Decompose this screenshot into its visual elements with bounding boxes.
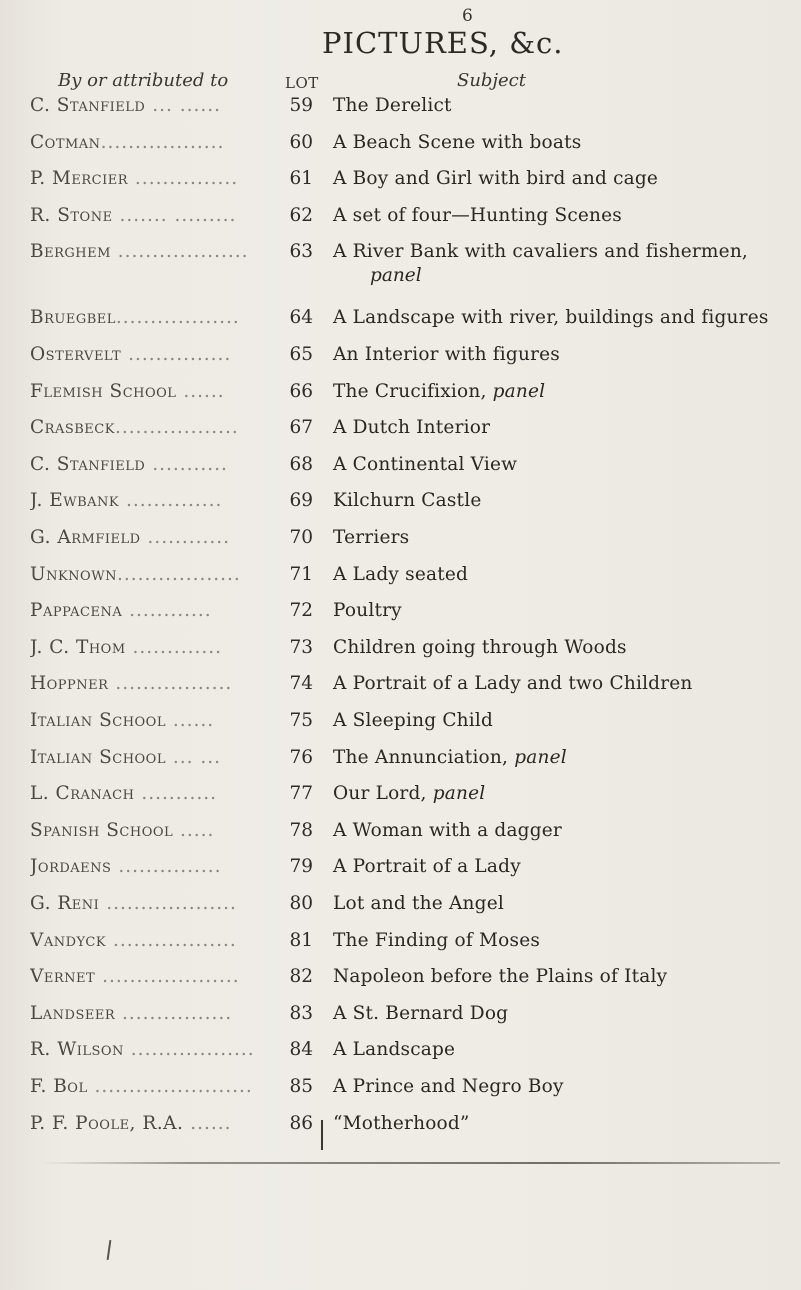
lot-number: 64 [289,307,313,329]
page-number: 6 [462,6,473,26]
subject-text [333,782,485,806]
leader-dots: .................... [95,966,240,988]
artist-label: Berghem [30,241,111,263]
artist-name [30,1038,300,1062]
subject-label: Terriers [333,527,410,548]
lot-number: 82 [289,966,313,988]
leader-dots: ............ [140,527,230,548]
lot-number: 79 [289,856,313,878]
subject-text [333,380,545,404]
subject-text [333,965,667,989]
artist-label: L. Cranach [30,783,135,805]
artist-label: Ostervelt [30,344,122,365]
leader-dots: ....................... [87,1076,253,1097]
artist-name [30,380,300,404]
subject-label: A set of four—Hunting Scenes [333,204,622,226]
artist-name [30,709,300,733]
subject-label: Lot and the Angel [333,893,504,914]
artist-label: Unknown [30,563,117,585]
subject-label: Kilchurn Castle [333,490,482,512]
subject-text [333,526,409,550]
leader-dots: .................. [123,1039,255,1061]
artist-name [30,746,300,770]
lot-number: 85 [289,1076,313,1097]
leader-dots: ............. [125,636,222,658]
artist-name [30,636,300,660]
subject-text [333,204,622,228]
artist-name [30,240,300,264]
artist-name [30,416,300,440]
subject-medium: panel [432,783,486,805]
lot-number: 71 [289,563,313,585]
subject-text [333,306,769,330]
lot-number: 63 [289,241,313,263]
subject-label: An Interior with figures [333,344,560,365]
leader-dots: .................. [106,929,237,951]
artist-label: J. C. Thom [30,636,126,658]
artist-label: R. Stone [30,204,113,226]
artist-name [30,929,300,953]
leader-dots: .................. [100,131,225,153]
artist-label: Pappacena [30,600,123,622]
artist-label: R. Wilson [30,1039,124,1061]
lot-number: 60 [289,131,313,153]
artist-name [30,892,300,916]
column-header-subject: Subject [457,70,526,91]
leader-dots: ................... [99,893,237,914]
lot-number: 75 [289,710,313,731]
artist-label: P. F. Poole, R.A. [30,1112,184,1134]
artist-label: Hoppner [30,673,109,695]
subject-label: A River Bank with cavaliers and fishermen, [333,241,749,263]
subject-continuation: panel [370,265,422,287]
lot-number: 76 [289,746,313,768]
subject-text [333,343,560,367]
lot-number: 84 [289,1039,313,1061]
subject-text [333,416,490,440]
artist-name [30,167,300,191]
artist-label: J. Ewbank [30,490,120,512]
leader-dots: .................. [116,563,241,585]
subject-text [333,1038,455,1062]
subject-text [333,599,402,623]
lot-number: 70 [289,527,313,548]
artist-name [30,1112,300,1136]
subject-label: A Prince and Negro Boy [333,1076,564,1097]
subject-text [333,94,452,118]
subject-text [333,929,540,953]
lot-number: 66 [289,380,313,402]
subject-label: A Portrait of a Lady and two Children [333,673,693,695]
subject-label: A Dutch Interior [333,417,491,439]
subject-label: A Woman with a dagger [333,819,562,841]
subject-medium: panel [514,746,567,768]
subject-text [333,855,521,879]
artist-label: Vandyck [30,929,107,951]
artist-name [30,343,300,367]
leader-dots: .............. [119,490,223,512]
leader-dots: ................ [115,1002,233,1024]
subject-label: A Lady seated [333,563,469,585]
artist-label: Crasbeck [30,417,115,439]
leader-dots: ................... [110,241,249,263]
artist-name [30,306,300,330]
artist-name [30,855,300,879]
column-header-lot: LOT [285,74,319,92]
lot-number: 72 [289,600,313,622]
leader-dots: ... ... [165,746,222,768]
leader-dots: ....... ......... [112,204,237,226]
artist-name [30,599,300,623]
subject-text [333,892,504,916]
subject-text [333,1112,470,1136]
artist-name [30,672,300,696]
leader-dots: ... ...... [145,95,222,116]
artist-label: Bruegbel [30,307,116,329]
leader-dots: ............... [111,856,222,878]
artist-name [30,204,300,228]
subject-text [333,453,517,477]
subject-label: The Derelict [333,95,452,116]
artist-name [30,489,300,513]
artist-name [30,965,300,989]
subject-text [333,131,581,155]
artist-name [30,131,300,155]
subject-label: Children going through Woods [333,636,627,658]
lot-number: 81 [289,929,313,951]
lot-number: 78 [289,819,313,841]
subject-label: The Finding of Moses [333,929,541,951]
page-title: PICTURES, &c. [322,26,564,60]
artist-label: C. Stanfield [30,95,146,116]
lot-number: 68 [289,453,313,475]
artist-name [30,819,300,843]
lot-number: 69 [289,490,313,512]
lot-number: 67 [289,417,313,439]
leader-dots: ............... [121,344,232,365]
subject-label: A Beach Scene with boats [333,131,582,153]
subject-text [333,1075,564,1099]
pencil-mark [107,1240,112,1260]
leader-dots: .................. [115,307,240,329]
subject-medium: panel [492,380,546,402]
artist-name [30,526,300,550]
subject-text [333,636,627,660]
artist-label: Spanish School [30,819,174,841]
bracket-mark [321,1120,323,1150]
subject-label: Napoleon before the Plains of Italy [333,966,668,988]
bottom-rule [40,1162,780,1164]
artist-label: Italian School [30,746,166,768]
leader-dots: ..... [173,819,215,841]
subject-text [333,672,693,696]
artist-label: C. Stanfield [30,453,146,475]
leader-dots: ................. [108,673,233,695]
artist-name [30,94,300,118]
artist-name [30,1075,300,1099]
leader-dots: ...... [183,1112,232,1134]
subject-text [333,240,748,264]
subject-label: A Boy and Girl with bird and cage [333,168,659,190]
artist-label: Vernet [30,966,96,988]
subject-label: The Annunciation, [333,746,515,768]
lot-number: 59 [289,95,313,116]
leader-dots: ...... [165,710,215,731]
lot-number: 83 [289,1002,313,1024]
subject-label: A St. Bernard Dog [333,1002,509,1024]
artist-label: F. Bol [30,1076,88,1097]
artist-name [30,563,300,587]
subject-label: A Sleeping Child [333,710,494,731]
lot-number: 61 [289,168,313,190]
subject-label: A Portrait of a Lady [333,856,521,878]
artist-label: Italian School [30,710,166,731]
lot-number: 86 [289,1112,313,1134]
subject-label: A Landscape [333,1039,456,1061]
leader-dots: ........... [134,783,218,805]
artist-label: Jordaens [30,856,112,878]
leader-dots: ........... [145,453,228,475]
subject-text [333,1002,508,1026]
subject-text [333,819,562,843]
subject-text [333,167,658,191]
subject-label: Poultry [333,600,402,622]
lot-number: 80 [289,893,313,914]
artist-label: Landseer [30,1002,116,1024]
leader-dots: ...... [176,380,225,402]
leader-dots: .................. [114,417,239,439]
subject-label: The Crucifixion, [333,380,493,402]
artist-label: G. Armfield [30,527,141,548]
column-header-artist: By or attributed to [58,70,229,91]
artist-name [30,453,300,477]
artist-label: G. Reni [30,893,100,914]
artist-label: Flemish School [30,380,177,402]
subject-label: A Landscape with river, buildings and figures [333,307,769,329]
lot-number: 74 [289,673,313,695]
lot-number: 65 [289,344,313,365]
subject-text [333,709,493,733]
subject-label: A Continental View [333,453,518,475]
artist-name [30,782,300,806]
subject-text [333,489,481,513]
subject-label: “Motherhood” [333,1112,470,1134]
subject-text [333,563,468,587]
leader-dots: ............ [122,600,212,622]
subject-text [333,746,567,770]
subject-label: Our Lord, [333,783,433,805]
lot-number: 73 [289,636,313,658]
lot-number: 62 [289,204,313,226]
leader-dots: ............... [128,168,239,190]
artist-name [30,1002,300,1026]
lot-number: 77 [289,783,313,805]
artist-label: Cotman [30,131,101,153]
artist-label: P. Mercier [30,168,129,190]
